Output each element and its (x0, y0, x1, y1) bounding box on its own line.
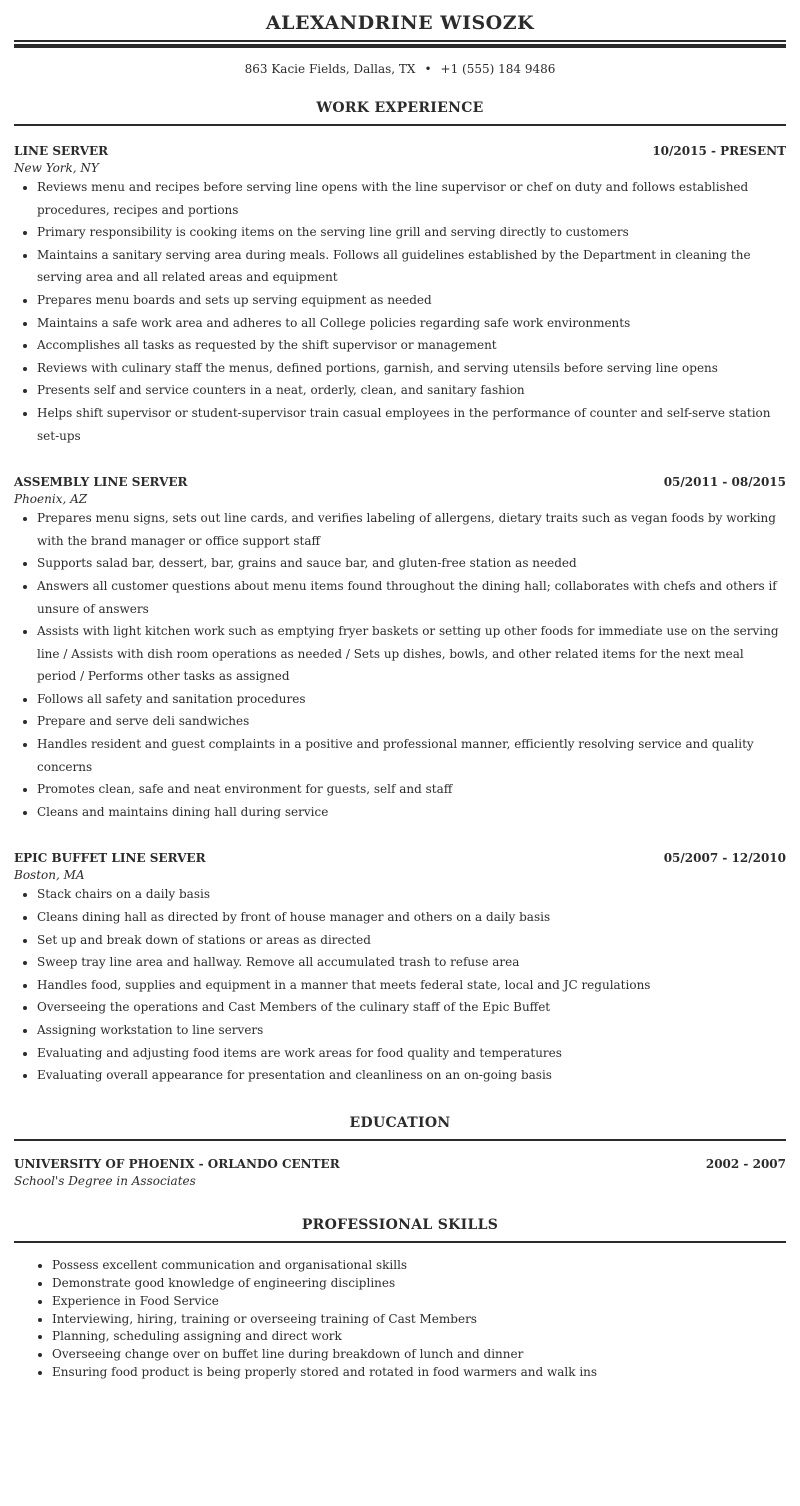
job-bullets (14, 883, 786, 1086)
job-header (14, 142, 786, 160)
list-item: • Evaluating and adjusting food items are work areas for food quality and temperatures (37, 1042, 786, 1065)
list-item: • Prepare and serve deli sandwiches (37, 710, 786, 733)
work-experience-title: WORK EXPERIENCE (316, 100, 484, 116)
job-header (14, 849, 786, 867)
list-item: • Planning, scheduling assigning and direct work (52, 1328, 786, 1346)
education-header (14, 1155, 786, 1173)
list-item: • Reviews with culinary staff the menus, defined portions, garnish, and serving utensils before serving line opens (37, 357, 786, 380)
skills-list (14, 1257, 786, 1382)
job-bullets (14, 176, 786, 447)
degree: School's Degree in Associates (14, 1173, 196, 1188)
list-item: • Demonstrate good knowledge of engineering disciplines (52, 1275, 786, 1293)
list-item: • Possess excellent communication and organisational skills (52, 1257, 786, 1275)
job-title: ASSEMBLY LINE SERVER (14, 475, 188, 490)
job-title: LINE SERVER (14, 144, 109, 158)
list-item: • Primary responsibility is cooking items on the serving line grill and serving directly to customers (37, 221, 786, 244)
job-bullets (14, 507, 786, 823)
contact-line (14, 60, 786, 78)
contact-address: 863 Kacie Fields, Dallas, TX (244, 62, 416, 76)
education-dates: 2002 - 2007 (705, 1156, 786, 1171)
list-item: • Reviews menu and recipes before serving line opens with the line supervisor or chef on duty and follows established procedures, recipes and portions (37, 176, 786, 221)
list-item: • Interviewing, hiring, training or overseeing training of Cast Members (52, 1311, 786, 1329)
skills-rule (14, 1241, 786, 1243)
list-item: • Presents self and service counters in a neat, orderly, clean, and sanitary fashion (37, 379, 786, 402)
job-header (14, 473, 786, 491)
list-item: • Promotes clean, safe and neat environment for guests, self and staff (37, 778, 786, 801)
list-item: • Follows all safety and sanitation procedures (37, 688, 786, 711)
job-location: New York, NY (14, 161, 99, 175)
job-dates: 10/2015 - PRESENT (652, 144, 786, 158)
candidate-name: ALEXANDRINE WISOZK (265, 12, 535, 34)
list-item: • Maintains a safe work area and adheres to all College policies regarding safe work environments (37, 312, 786, 335)
job-dates: 05/2011 - 08/2015 (663, 475, 786, 490)
education-entry (14, 1155, 786, 1189)
list-item: • Handles food, supplies and equipment in a manner that meets federal state, local and JC regulations (37, 974, 786, 997)
education-section (14, 1113, 786, 1189)
list-item: • Helps shift supervisor or student-supervisor train casual employees in the performance of counter and self-serve station set-ups (37, 402, 786, 447)
job-location: Boston, MA (14, 868, 85, 883)
list-item: • Handles resident and guest complaints in a positive and professional manner, efficiently resolving service and quality concerns (37, 733, 786, 778)
list-item: • Ensuring food product is being properly stored and rotated in food warmers and walk ins (52, 1364, 786, 1382)
header-rule-thick (14, 44, 786, 48)
list-item: • Supports salad bar, dessert, bar, grains and sauce bar, and gluten-free station as needed (37, 552, 786, 575)
list-item: • Prepares menu signs, sets out line cards, and verifies labeling of allergens, dietary traits such as vegan foods by working with the brand manager or office support staff (37, 507, 786, 552)
list-item: • Overseeing change over on buffet line during breakdown of lunch and dinner (52, 1346, 786, 1364)
list-item: • Evaluating overall appearance for presentation and cleanliness on an on-going basis (37, 1064, 786, 1087)
education-rule (14, 1139, 786, 1141)
education-title: EDUCATION (349, 1114, 451, 1131)
header-rule-thin (14, 40, 786, 42)
contact-phone: +1 (555) 184 9486 (440, 62, 556, 76)
list-item: • Prepares menu boards and sets up serving equipment as needed (37, 289, 786, 312)
list-item: • Overseeing the operations and Cast Members of the culinary staff of the Epic Buffet (37, 996, 786, 1019)
skills-section (14, 1215, 786, 1382)
list-item: • Set up and break down of stations or areas as directed (37, 929, 786, 952)
list-item: • Assists with light kitchen work such as emptying fryer baskets or setting up other foods for immediate use on the serving line / Assists with dish room operations as needed / Sets up dishes, bowls, and other related items for the next meal period / Performs other tasks as assigned (37, 620, 786, 688)
job-dates: 05/2007 - 12/2010 (663, 851, 786, 866)
list-item: • Cleans dining hall as directed by front of house manager and others on a daily basis (37, 906, 786, 929)
job-location: Phoenix, AZ (14, 492, 88, 507)
job-title: EPIC BUFFET LINE SERVER (14, 851, 206, 866)
skills-title: PROFESSIONAL SKILLS (301, 1216, 499, 1233)
list-item: • Cleans and maintains dining hall during service (37, 801, 786, 824)
list-item: • Maintains a sanitary serving area during meals. Follows all guidelines established by the Department in cleaning the serving area and all related areas and equipment (37, 244, 786, 289)
list-item: • Stack chairs on a daily basis (37, 883, 786, 906)
list-item: • Sweep tray line area and hallway. Remove all accumulated trash to refuse area (37, 951, 786, 974)
contact-separator: • (424, 62, 432, 76)
list-item: • Accomplishes all tasks as requested by the shift supervisor or management (37, 334, 786, 357)
list-item: • Experience in Food Service (52, 1293, 786, 1311)
job-3 (14, 849, 786, 1086)
work-experience-rule (14, 124, 786, 126)
list-item: • Answers all customer questions about menu items found throughout the dining hall; collaborates with chefs and others if unsure of answers (37, 575, 786, 620)
school-name: UNIVERSITY OF PHOENIX - ORLANDO CENTER (14, 1156, 340, 1171)
list-item: • Assigning workstation to line servers (37, 1019, 786, 1042)
job-1 (14, 142, 786, 447)
job-2 (14, 473, 786, 823)
work-experience-section (14, 98, 786, 1087)
